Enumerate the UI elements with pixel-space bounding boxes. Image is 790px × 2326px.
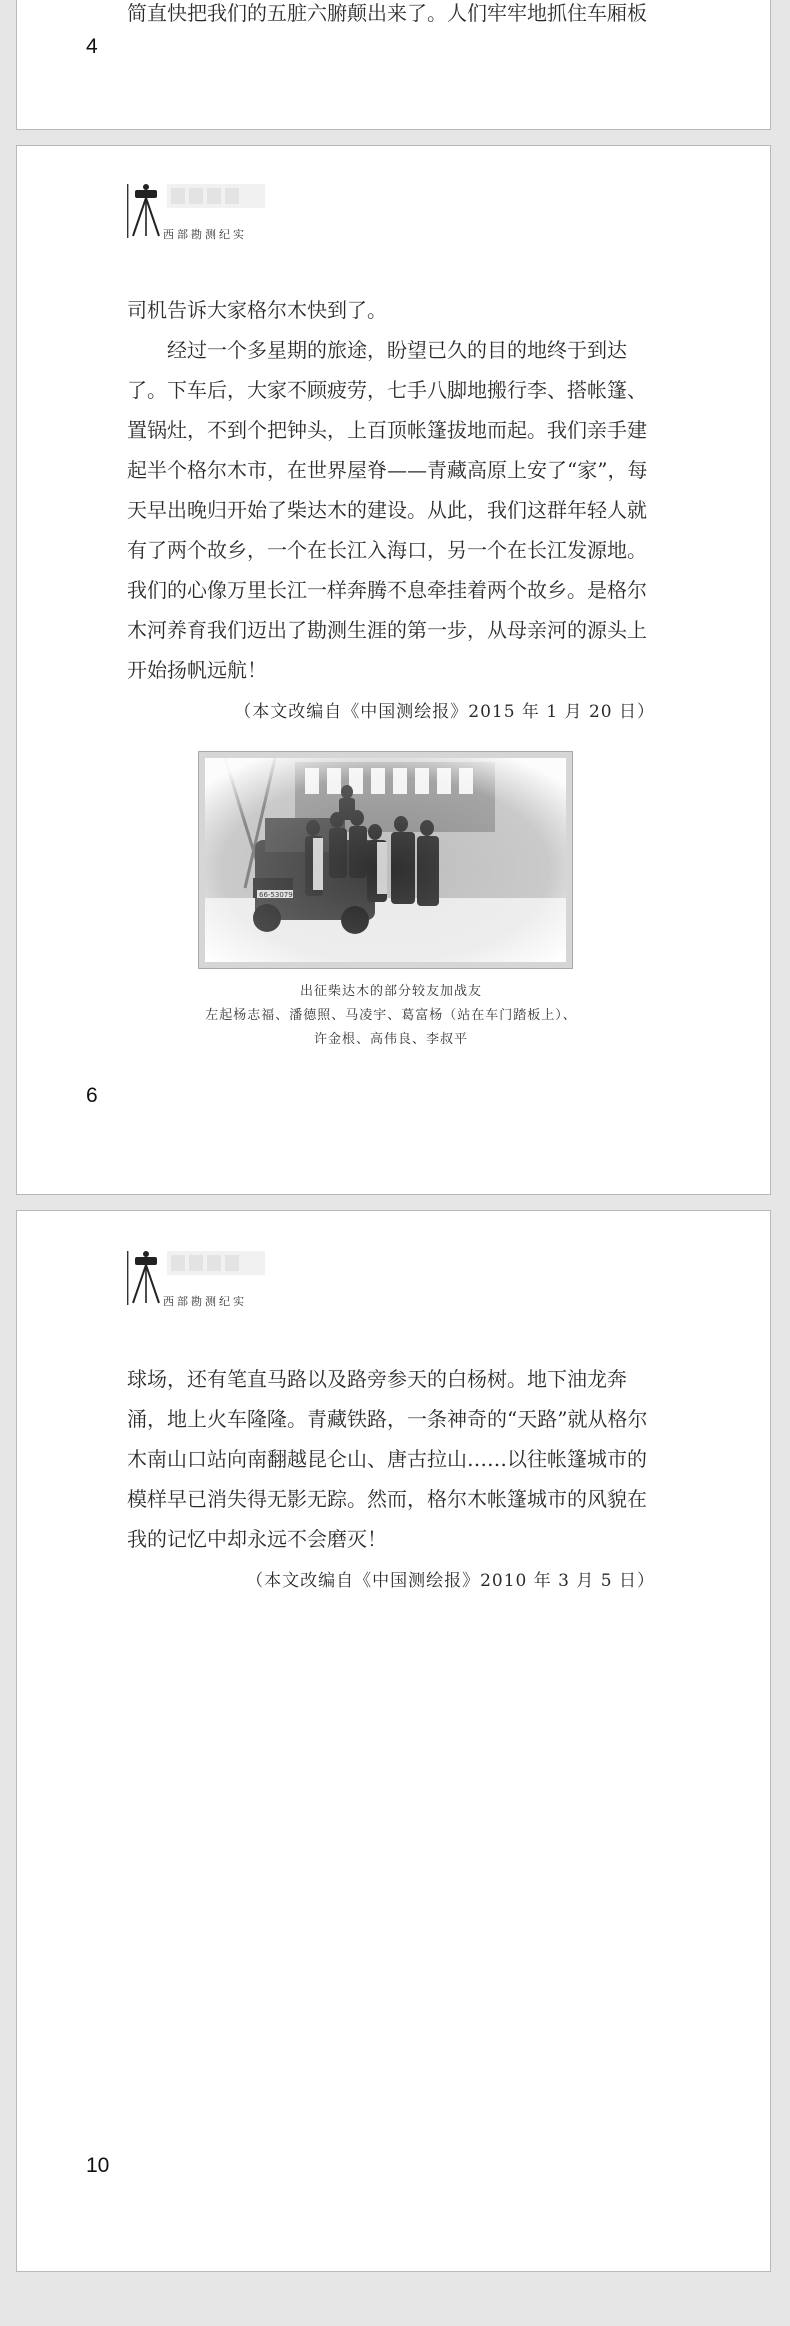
page-10-body: [127, 1359, 655, 1601]
caption-line: 左起杨志福、潘德照、马凌宇、葛富杨（站在车门踏板上）、: [205, 1008, 577, 1023]
page-4-line: 简直快把我们的五脏六腑颠出来了。人们牢牢地抓住车厢板: [127, 1, 647, 25]
book-header: [127, 182, 267, 246]
photo-caption: [127, 980, 655, 1052]
page-4: [16, 0, 771, 130]
page-10: [16, 1210, 771, 2272]
page-6-body: [127, 290, 655, 732]
paragraph: 司机告诉大家格尔木快到了。: [127, 298, 387, 322]
caption-line: 许金根、高伟良、李叔平: [313, 1032, 468, 1047]
historical-photo: [198, 751, 573, 969]
page-6: [16, 145, 771, 1195]
photo-image: [205, 758, 566, 962]
source-note: （本文改编自《中国测绘报》2010 年 3 月 5 日）: [246, 1571, 655, 1591]
page-number: 6: [86, 1084, 98, 1107]
page-number: 4: [86, 35, 98, 58]
book-header: [127, 1249, 267, 1313]
paragraph: 球场，还有笔直马路以及路旁参天的白杨树。地下油龙奔涌，地上火车隆隆。青藏铁路，一条神奇的“天路”就从格尔木南山口站向南翻越昆仑山、唐古拉山……以往帐篷城市的模样早已消失得无影无踪。然而，格尔木帐篷城市的风貌在我的记忆中却永远不会磨灭！: [127, 1367, 648, 1551]
header-label: 西部勘测纪实: [163, 228, 247, 241]
caption-line: 出征柴达木的部分较友加战友: [299, 984, 482, 999]
source-note: （本文改编自《中国测绘报》2015 年 1 月 20 日）: [234, 702, 655, 722]
paragraph: 经过一个多星期的旅途，盼望已久的目的地终于到达了。下车后，大家不顾疲劳，七手八脚地搬行李、搭帐篷、置锅灶，不到个把钟头，上百顶帐篷拔地而起。我们亲手建起半个格尔木市，在世界屋脊——青藏高原上安了“家”，每天早出晚归开始了柴达木的建设。从此，我们这群年轻人就有了两个故乡，一个在长江入海口，另一个在长江发源地。我们的心像万里长江一样奔腾不息牵挂着两个故乡。是格尔木河养育我们迈出了勘测生涯的第一步，从母亲河的源头上开始扬帆远航！: [127, 338, 648, 682]
header-label: 西部勘测纪实: [163, 1295, 247, 1308]
page-4-body: [127, 0, 655, 33]
page-number: 10: [86, 2154, 110, 2177]
